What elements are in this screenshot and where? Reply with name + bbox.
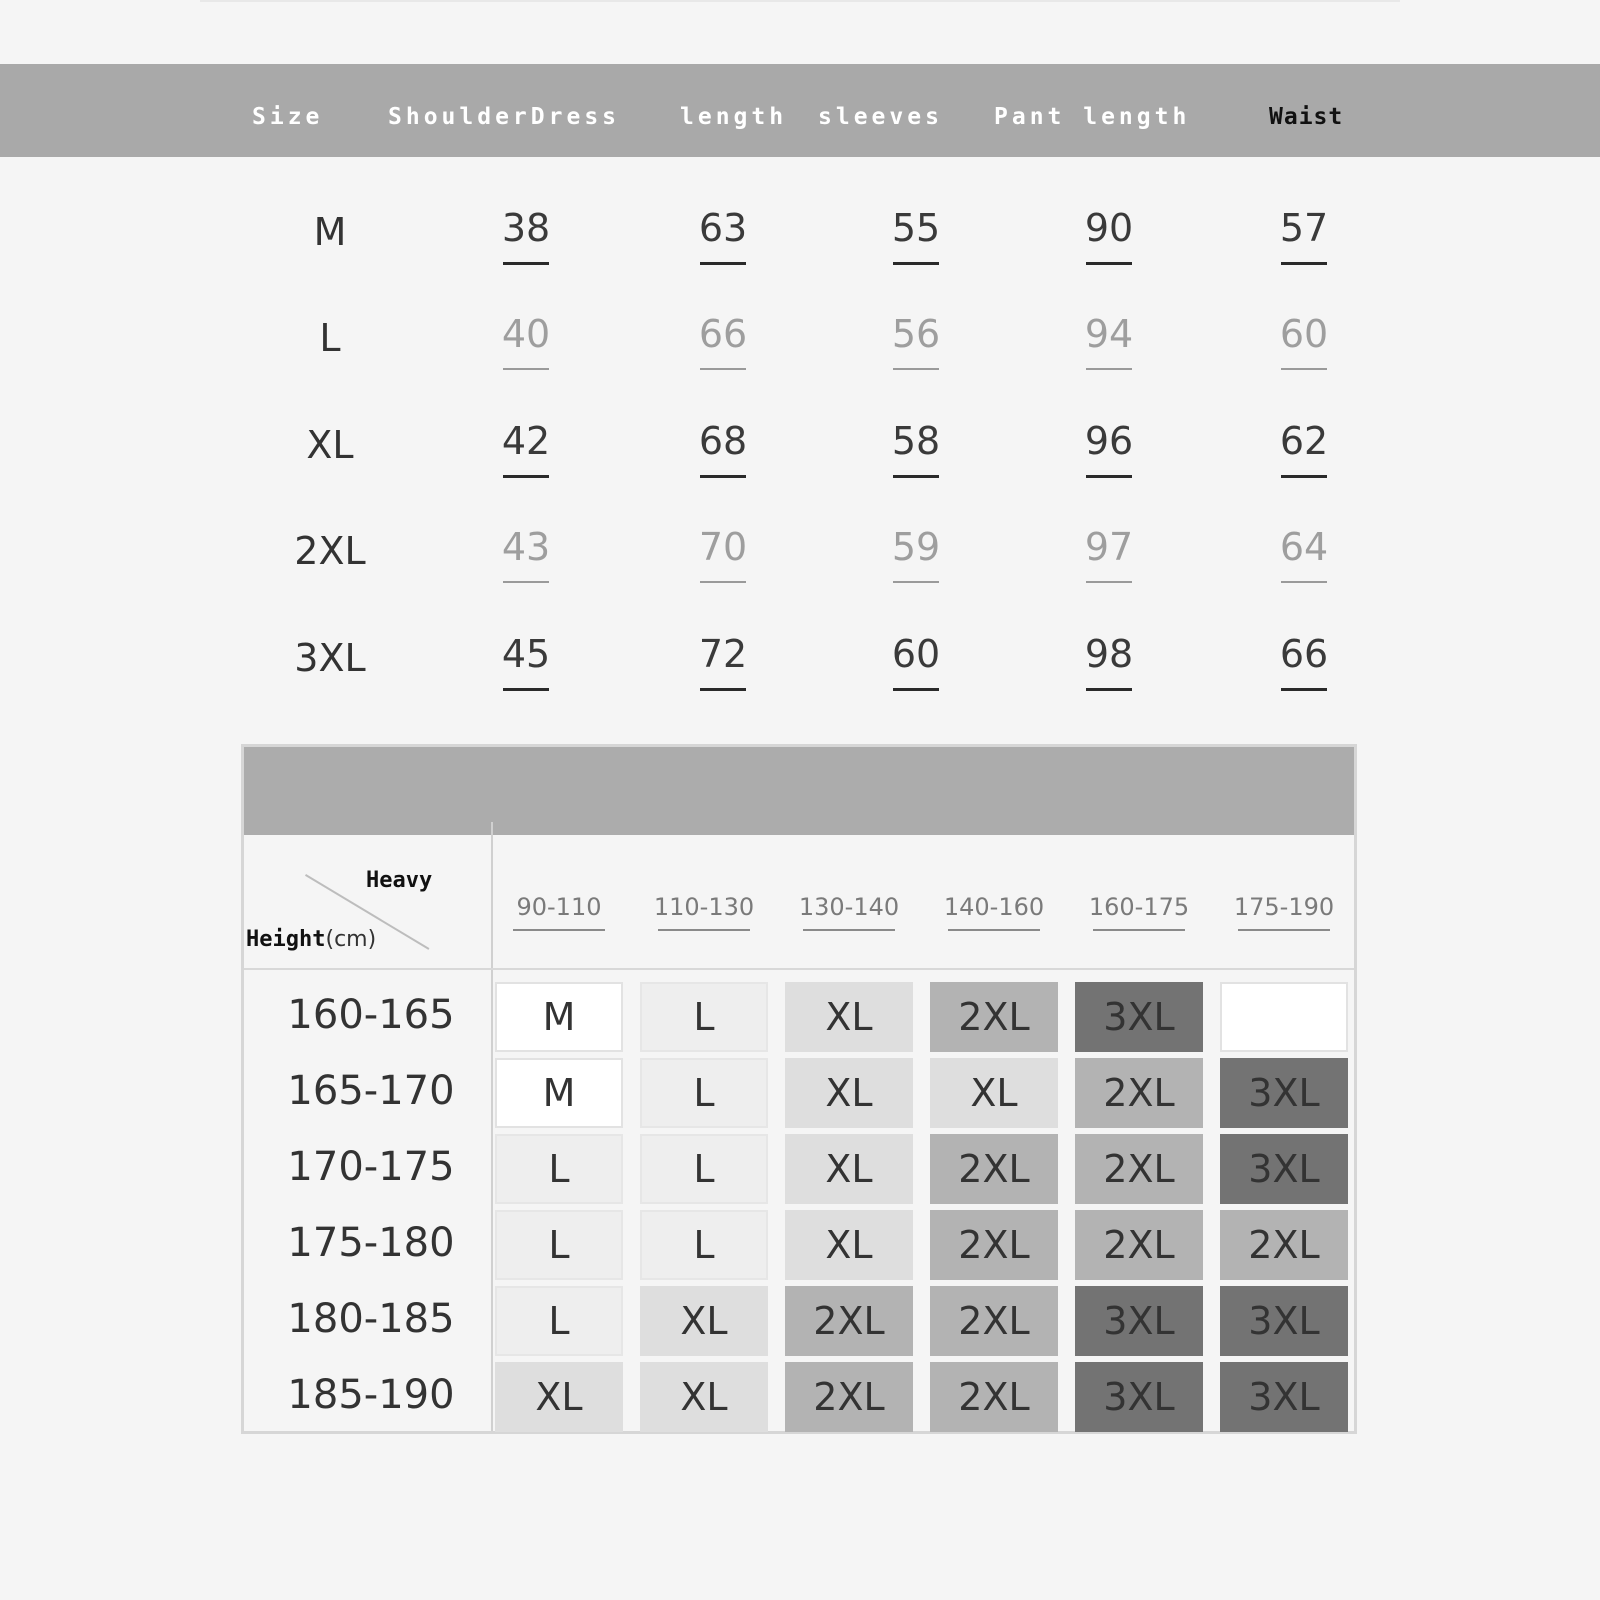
- measurement-value: 43: [501, 525, 551, 569]
- size-label: 2XL: [294, 529, 366, 573]
- size-label: L: [319, 316, 341, 360]
- header-sleeves: sleeves: [818, 104, 943, 130]
- size-cell: 2XL: [930, 982, 1058, 1052]
- weight-header-underline: [513, 929, 605, 931]
- measurement-value: 68: [698, 419, 748, 463]
- measurement-value: 59: [891, 525, 941, 569]
- size-cell: 2XL: [1075, 1134, 1203, 1204]
- value-underline: [1281, 262, 1327, 265]
- size-cell: XL: [785, 1134, 913, 1204]
- measurement-value: 98: [1084, 632, 1134, 676]
- size-cell: 2XL: [930, 1286, 1058, 1356]
- size-cell: 3XL: [1075, 982, 1203, 1052]
- weight-range-header: 110-130: [653, 893, 755, 921]
- weight-header-underline: [948, 929, 1040, 931]
- weight-header-underline: [1093, 929, 1185, 931]
- value-underline: [1086, 475, 1132, 478]
- measurement-value: 94: [1084, 312, 1134, 356]
- weight-header-underline: [803, 929, 895, 931]
- size-cell: XL: [785, 1058, 913, 1128]
- value-underline: [893, 262, 939, 265]
- measurement-value: 63: [698, 206, 748, 250]
- size-label: M: [313, 210, 347, 254]
- value-underline: [893, 581, 939, 583]
- value-underline: [503, 581, 549, 583]
- value-underline: [1281, 368, 1327, 370]
- value-underline: [893, 475, 939, 478]
- measurement-value: 55: [891, 206, 941, 250]
- size-cell: 3XL: [1220, 1134, 1348, 1204]
- value-underline: [700, 368, 746, 370]
- value-underline: [1281, 475, 1327, 478]
- size-cell: [1220, 982, 1348, 1052]
- height-range-label: 175-180: [287, 1220, 455, 1266]
- size-cell: XL: [930, 1058, 1058, 1128]
- size-cell: 2XL: [930, 1134, 1058, 1204]
- size-cell: 3XL: [1220, 1058, 1348, 1128]
- size-cell: 3XL: [1220, 1362, 1348, 1432]
- size-cell: L: [640, 1134, 768, 1204]
- size-cell: L: [640, 1210, 768, 1280]
- height-range-label: 165-170: [287, 1068, 455, 1114]
- measurement-header-band: [0, 64, 1600, 157]
- value-underline: [503, 475, 549, 478]
- row-divider: [244, 968, 1354, 970]
- value-underline: [700, 581, 746, 583]
- size-cell: 2XL: [785, 1286, 913, 1356]
- weight-header-underline: [658, 929, 750, 931]
- measurement-value: 97: [1084, 525, 1134, 569]
- size-label: 3XL: [294, 636, 366, 680]
- size-cell: 2XL: [1075, 1058, 1203, 1128]
- value-underline: [1281, 688, 1327, 691]
- measurement-value: 66: [698, 312, 748, 356]
- value-underline: [700, 262, 746, 265]
- size-cell: 2XL: [1220, 1210, 1348, 1280]
- value-underline: [503, 262, 549, 265]
- size-cell: L: [495, 1134, 623, 1204]
- weight-range-header: 160-175: [1088, 893, 1190, 921]
- corner-label-heavy: Heavy: [366, 868, 433, 893]
- header-size: Size: [252, 104, 324, 130]
- size-cell: 3XL: [1220, 1286, 1348, 1356]
- weight-range-header: 90-110: [516, 893, 602, 921]
- column-divider: [491, 822, 493, 1431]
- size-cell: 2XL: [930, 1210, 1058, 1280]
- weight-range-header: 140-160: [943, 893, 1045, 921]
- value-underline: [700, 475, 746, 478]
- size-cell: 3XL: [1075, 1362, 1203, 1432]
- measurement-value: 56: [891, 312, 941, 356]
- height-range-label: 170-175: [287, 1144, 455, 1190]
- measurement-value: 58: [891, 419, 941, 463]
- size-cell: M: [495, 982, 623, 1052]
- value-underline: [1086, 688, 1132, 691]
- header-pant-length: Pant length: [994, 104, 1191, 130]
- height-range-label: 180-185: [287, 1296, 455, 1342]
- value-underline: [1281, 581, 1327, 583]
- size-cell: M: [495, 1058, 623, 1128]
- size-cell: L: [640, 982, 768, 1052]
- corner-label-height: [246, 927, 376, 952]
- value-underline: [503, 688, 549, 691]
- value-underline: [893, 368, 939, 370]
- size-label: XL: [306, 423, 354, 467]
- measurement-value: 64: [1279, 525, 1329, 569]
- measurement-value: 60: [1279, 312, 1329, 356]
- size-cell: XL: [640, 1286, 768, 1356]
- weight-range-header: 130-140: [798, 893, 900, 921]
- height-range-label: 160-165: [287, 992, 455, 1038]
- measurement-value: 40: [501, 312, 551, 356]
- height-range-label: 185-190: [287, 1372, 455, 1418]
- size-cell: 2XL: [1075, 1210, 1203, 1280]
- top-divider: [200, 0, 1400, 2]
- size-cell: XL: [785, 1210, 913, 1280]
- measurement-value: 45: [501, 632, 551, 676]
- size-cell: L: [495, 1210, 623, 1280]
- size-cell: XL: [785, 982, 913, 1052]
- header-length: length: [680, 104, 788, 130]
- measurement-value: 70: [698, 525, 748, 569]
- value-underline: [1086, 262, 1132, 265]
- recommendation-header-band: [244, 747, 1354, 835]
- weight-header-underline: [1238, 929, 1330, 931]
- header-waist: Waist: [1269, 104, 1344, 130]
- value-underline: [1086, 368, 1132, 370]
- value-underline: [700, 688, 746, 691]
- size-cell: L: [640, 1058, 768, 1128]
- measurement-value: 42: [501, 419, 551, 463]
- value-underline: [893, 688, 939, 691]
- measurement-value: 96: [1084, 419, 1134, 463]
- measurement-value: 66: [1279, 632, 1329, 676]
- measurement-value: 57: [1279, 206, 1329, 250]
- measurement-value: 38: [501, 206, 551, 250]
- measurement-value: 72: [698, 632, 748, 676]
- measurement-value: 90: [1084, 206, 1134, 250]
- size-cell: L: [495, 1286, 623, 1356]
- size-cell: XL: [495, 1362, 623, 1432]
- measurement-value: 60: [891, 632, 941, 676]
- corner-height-text: Height: [246, 927, 326, 952]
- size-cell: 2XL: [930, 1362, 1058, 1432]
- header-shoulder-dress: ShoulderDress: [388, 104, 621, 130]
- value-underline: [503, 368, 549, 370]
- size-cell: XL: [640, 1362, 768, 1432]
- size-cell: 3XL: [1075, 1286, 1203, 1356]
- value-underline: [1086, 581, 1132, 583]
- size-cell: 2XL: [785, 1362, 913, 1432]
- weight-range-header: 175-190: [1233, 893, 1335, 921]
- measurement-value: 62: [1279, 419, 1329, 463]
- corner-unit: (cm): [325, 927, 377, 952]
